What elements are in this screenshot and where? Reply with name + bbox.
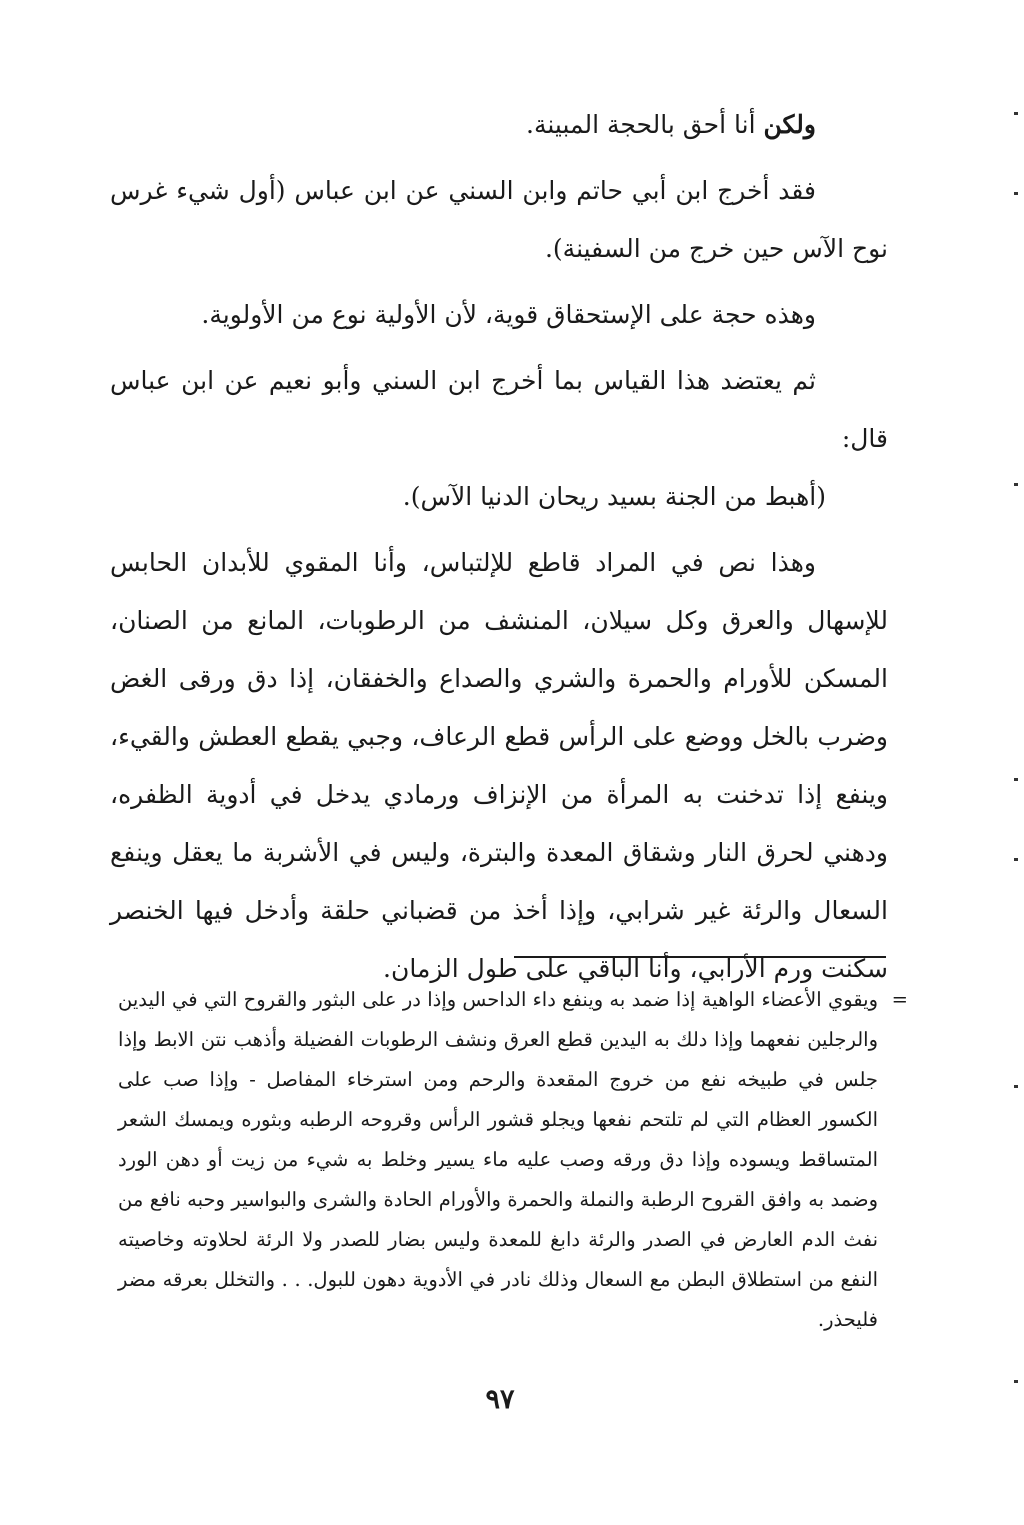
footnote-marker: = bbox=[891, 988, 908, 1011]
quotation: (أهبط من الجنة بسيد ريحان الدنيا الآس). bbox=[402, 482, 826, 511]
scan-margin-mark bbox=[1014, 192, 1018, 195]
main-text bbox=[110, 96, 888, 998]
paragraph: ثم يعتضد هذا القياس بما أخرج ابن السني وأبو نعيم عن ابن عباس قال: bbox=[110, 366, 888, 453]
paragraph: وهذه حجة على الإستحقاق قوية، لأن الأولية نوع من الأولوية. bbox=[201, 300, 816, 329]
scan-margin-mark bbox=[1014, 483, 1018, 486]
scan-margin-mark bbox=[1014, 112, 1018, 115]
scan-margin-mark bbox=[1014, 778, 1018, 781]
footnote bbox=[118, 980, 908, 1340]
scan-margin-mark bbox=[1014, 858, 1018, 861]
paragraph: فقد أخرج ابن أبي حاتم وابن السني عن ابن عباس (أول شيء غرس نوح الآس حين خرج من السفينة). bbox=[110, 176, 888, 263]
footnote-separator bbox=[514, 956, 886, 958]
scan-margin-mark bbox=[1014, 1380, 1018, 1383]
paragraph bbox=[110, 96, 888, 154]
paragraph-text: أنا أحق بالحجة المبينة. bbox=[526, 110, 764, 139]
footnote-text: ويقوي الأعضاء الواهية إذا ضمد به وينفع داء الداحس وإذا در على البثور والقروح التي في اليدين والرجلين نفعهما وإذا دلك به اليدين قطع العرق ونشف الرطوبات الفضيلة وأذهب نتن الابط وإذا جلس في طبيخه نفع من خروج المقعدة والرحم ومن استرخاء المفاصل - وإذا صب على الكسور العظام التي لم تلتحم نفعها ويجلو قشور الرأس وقروحه الرطبه وبثوره ويمسك الشعر المتساقط ويسوده وإذا دق ورقه وصب عليه ماء يسير وخلط به شيء من زيت أو دهن الورد وضمد به وافق القروح الرطبة والنملة والحمرة والأورام الحادة والشرى والبواسير وحبه نافع من نفث الدم العارض في الصدر والرئة دابغ للمعدة وليس بضار للصدر ولا الرئة لحلاوته وخاصيته النفع من استطلاق البطن مع السعال وذلك نادر في الأدوية دهون للبول. . . والتخلل بعرقه مضر فليحذر. bbox=[118, 988, 878, 1331]
paragraph-lead-word: ولكن bbox=[763, 110, 816, 139]
page-number: ٩٧ bbox=[485, 1384, 515, 1415]
paragraph: وهذا نص في المراد قاطع للإلتباس، وأنا المقوي للأبدان الحابس للإسهال والعرق وكل سيلان، المنشف من الرطوبات، المانع من الصنان، المسكن للأورام والحمرة والشري والصداع والخفقان، إذا دق ورقى الغض وضرب بالخل ووضع على الرأس قطع الرعاف، وجبي يقطع العطش والقيء، وينفع إذا تدخنت به المرأة من الإنزاف ورمادي يدخل في أدوية الظفره، ودهني لحرق النار وشقاق المعدة والبترة، وليس في الأشربة ما يعقل وينفع السعال والرئة غير شرابي، وإذا أخذ من قضباني حلقة وأدخل فيها الخنصر سكنت ورم الأرابي، وأنا الباقي على طول الزمان. bbox=[110, 548, 888, 983]
scan-margin-mark bbox=[1014, 1085, 1018, 1088]
